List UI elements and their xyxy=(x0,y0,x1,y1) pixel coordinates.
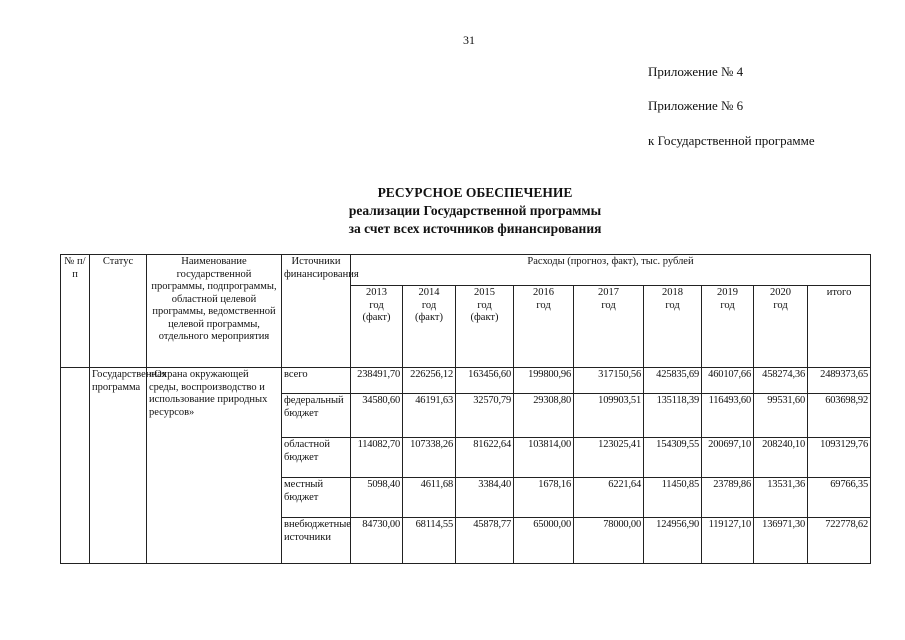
year-header: 2013 год (факт) xyxy=(351,286,403,368)
source-cell: всего xyxy=(282,368,351,394)
page-number: 31 xyxy=(463,33,475,47)
value-cell: 84730,00 xyxy=(351,518,403,564)
value-cell: 238491,70 xyxy=(351,368,403,394)
source-cell: местный бюджет xyxy=(282,478,351,518)
value-cell: 124956,90 xyxy=(644,518,702,564)
value-cell: 119127,10 xyxy=(702,518,754,564)
appendix-line-2: Приложение № 6 xyxy=(648,98,744,113)
value-cell: 458274,36 xyxy=(754,368,808,394)
value-cell: 32570,79 xyxy=(456,394,514,438)
program-status-cell: Государственная программа xyxy=(90,368,147,564)
document-title: РЕСУРСНОЕ ОБЕСПЕЧЕНИЕ xyxy=(377,185,573,200)
value-cell: 107338,26 xyxy=(403,438,456,478)
value-cell: 3384,40 xyxy=(456,478,514,518)
value-cell: 163456,60 xyxy=(456,368,514,394)
total-cell: 2489373,65 xyxy=(808,368,871,394)
value-cell: 200697,10 xyxy=(702,438,754,478)
year-header: 2019 год xyxy=(702,286,754,368)
year-header: 2018 год xyxy=(644,286,702,368)
value-cell: 5098,40 xyxy=(351,478,403,518)
value-cell: 99531,60 xyxy=(754,394,808,438)
value-cell: 81622,64 xyxy=(456,438,514,478)
value-cell: 109903,51 xyxy=(574,394,644,438)
value-cell: 208240,10 xyxy=(754,438,808,478)
header-name: Наименование государственной программы, подпрограммы, областной целевой программы, ведомственной целевой программы, отдельного мероприятия xyxy=(147,255,282,368)
value-cell: 135118,39 xyxy=(644,394,702,438)
total-cell: 603698,92 xyxy=(808,394,871,438)
value-cell: 460107,66 xyxy=(702,368,754,394)
value-cell: 46191,63 xyxy=(403,394,456,438)
source-cell: областной бюджет xyxy=(282,438,351,478)
value-cell: 6221,64 xyxy=(574,478,644,518)
value-cell: 114082,70 xyxy=(351,438,403,478)
value-cell: 4611,68 xyxy=(403,478,456,518)
value-cell: 23789,86 xyxy=(702,478,754,518)
value-cell: 199800,96 xyxy=(514,368,574,394)
resource-table xyxy=(60,254,871,564)
value-cell: 136971,30 xyxy=(754,518,808,564)
year-header: 2016 год xyxy=(514,286,574,368)
value-cell: 29308,80 xyxy=(514,394,574,438)
header-status: Статус xyxy=(90,255,147,368)
year-header: 2014 год (факт) xyxy=(403,286,456,368)
value-cell: 45878,77 xyxy=(456,518,514,564)
value-cell: 123025,41 xyxy=(574,438,644,478)
total-cell: 69766,35 xyxy=(808,478,871,518)
value-cell: 1678,16 xyxy=(514,478,574,518)
table-row xyxy=(61,368,871,394)
header-sources: Источники финансирования xyxy=(282,255,351,368)
value-cell: 65000,00 xyxy=(514,518,574,564)
header-num: № п/п xyxy=(61,255,90,368)
source-cell: федеральный бюджет xyxy=(282,394,351,438)
value-cell: 154309,55 xyxy=(644,438,702,478)
header-expenses: Расходы (прогноз, факт), тыс. рублей xyxy=(351,255,871,286)
value-cell: 103814,00 xyxy=(514,438,574,478)
table-header xyxy=(61,255,871,368)
value-cell: 78000,00 xyxy=(574,518,644,564)
value-cell: 34580,60 xyxy=(351,394,403,438)
value-cell: 425835,69 xyxy=(644,368,702,394)
value-cell: 317150,56 xyxy=(574,368,644,394)
value-cell: 116493,60 xyxy=(702,394,754,438)
document-subtitle-1: реализации Государственной программы xyxy=(348,203,602,218)
value-cell: 13531,36 xyxy=(754,478,808,518)
source-cell: внебюджетные источники xyxy=(282,518,351,564)
year-header: 2017 год xyxy=(574,286,644,368)
program-name-cell: «Охрана окружающей среды, воспроизводство и использование природных ресурсов» xyxy=(147,368,282,564)
total-cell: 722778,62 xyxy=(808,518,871,564)
appendix-line-1: Приложение № 4 xyxy=(648,64,744,79)
appendix-line-3: к Государственной программе xyxy=(648,133,815,148)
value-cell: 68114,55 xyxy=(403,518,456,564)
total-header: итого xyxy=(808,286,871,368)
year-header: 2020 год xyxy=(754,286,808,368)
program-num-cell xyxy=(61,368,90,564)
value-cell: 11450,85 xyxy=(644,478,702,518)
year-header: 2015 год (факт) xyxy=(456,286,514,368)
value-cell: 226256,12 xyxy=(403,368,456,394)
document-subtitle-2: за счет всех источников финансирования xyxy=(348,221,602,236)
total-cell: 1093129,76 xyxy=(808,438,871,478)
